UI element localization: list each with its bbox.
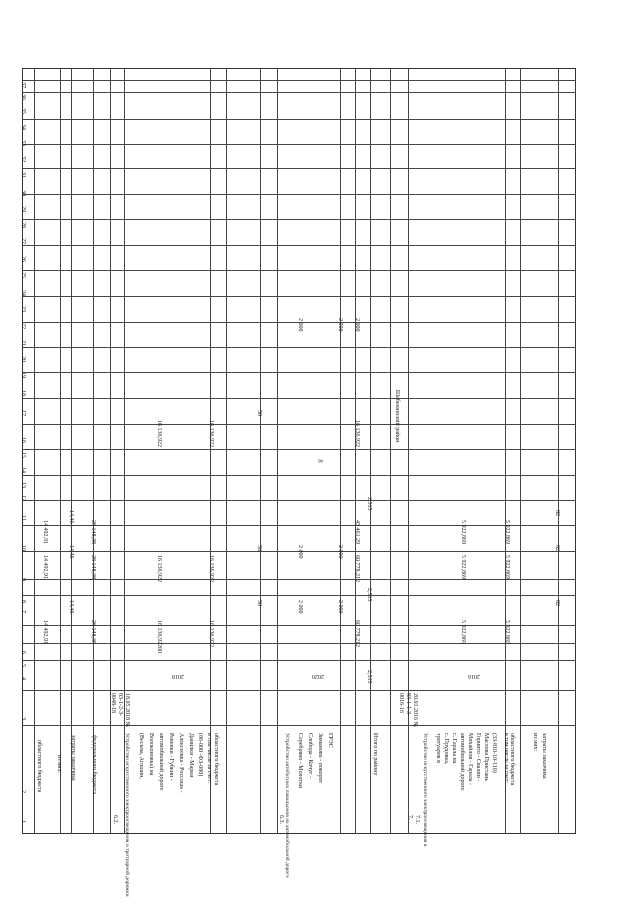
column-number: 2 (20, 790, 26, 793)
column-number: 22 (20, 323, 26, 329)
row-label: в том числе за счет: (206, 733, 212, 784)
row-title-line: Зиманово - поворот (317, 733, 323, 784)
grid-line (22, 119, 576, 120)
column-number: 1 (20, 820, 26, 823)
column-number: 17 (20, 410, 26, 416)
column-number: 6 (20, 651, 26, 654)
page-marker: 8 (315, 459, 324, 463)
row-label: из них: (532, 733, 538, 752)
cell-value: 14 492,91 (42, 555, 48, 579)
grid-line (22, 296, 576, 297)
column-number: 4 (20, 677, 26, 680)
grid-line (22, 424, 576, 425)
row-title-line: Горнито - Свалин - (475, 733, 481, 782)
column-number: 8 (20, 600, 26, 603)
cell-value: 2,515 (366, 497, 372, 511)
cell-value: 2 000 (337, 318, 343, 332)
grid-line (22, 475, 576, 476)
cell-value: 14,46 (68, 600, 74, 614)
cell-value: 2 000 (354, 318, 360, 332)
cell-value: 14,46 (68, 545, 74, 559)
row-title-line: автомобильной дороге (158, 733, 164, 791)
cell-value: 14 492,91 (42, 620, 48, 644)
cell-value: 2 000 (297, 545, 303, 559)
grid-line (22, 449, 576, 450)
column-number: 13 (20, 482, 26, 488)
row-title-line: Алексеевка - Россошь - (178, 733, 184, 793)
cell-value: 2 000 (297, 318, 303, 332)
grid-line (520, 68, 521, 834)
row-doc: 20.01.2016 № 83-1-1-3-0016-16 (398, 693, 418, 728)
row-label: областного бюджета (213, 733, 219, 786)
row-number: 7.1. (414, 815, 420, 824)
cell-value: 28 148,38 (90, 520, 96, 544)
grid-line (22, 660, 576, 661)
column-number: 27 (20, 238, 26, 244)
cell-value: 5 922,869 (460, 555, 466, 579)
column-number: 35 (20, 108, 26, 114)
row-label: в том числе за счет: (503, 733, 509, 784)
grid-line (22, 525, 576, 526)
cell-value: 16 136,922 (156, 420, 162, 447)
row-title-line: Волоконовка) на (148, 733, 154, 776)
column-number: 18 (20, 390, 26, 396)
column-number: 9 (20, 578, 26, 581)
column-number: 37 (20, 82, 26, 88)
column-number: 20 (20, 356, 26, 362)
grid-line (22, 270, 576, 271)
row-label: затраты заказчика (541, 733, 547, 779)
grid-line (260, 68, 261, 834)
column-number: 28 (20, 222, 26, 228)
row-title-line: Маслова Пристань (483, 733, 489, 782)
grid-line (22, 579, 576, 580)
grid-line (505, 68, 506, 834)
cell-value: 50 (256, 600, 262, 606)
row-title-line: Серебряно - Молотки (297, 733, 303, 789)
cell-value: 60 778,212 (354, 620, 360, 647)
grid-line (340, 68, 341, 834)
cell-value: 50 (256, 410, 262, 416)
row-title-line: ГРЭС (327, 733, 333, 748)
cell-value: 2,515 (366, 588, 372, 602)
column-number: 32 (20, 156, 26, 162)
column-number: 3 (20, 717, 26, 720)
grid-line (22, 372, 576, 373)
row-title-line: с. Гарала на (451, 733, 457, 764)
cell-value: 16 136,922 (156, 555, 162, 582)
grid-line (71, 68, 72, 834)
row-label: из них: (56, 755, 62, 774)
cell-value: 60 778,212 (354, 555, 360, 582)
grid-line (22, 347, 576, 348)
row-label: затраты заказчика (70, 735, 76, 781)
grid-line (60, 68, 61, 834)
grid-line (277, 68, 278, 834)
cell-value: 5 922,869 (504, 555, 510, 579)
grid-line (390, 68, 391, 834)
row-title-line: Данилки - Марки (188, 733, 194, 778)
cell-value: 16 136,922 (208, 555, 214, 582)
row-number: 6.2. (112, 815, 118, 824)
column-number: 12 (20, 495, 26, 501)
row-number: 7. (407, 815, 413, 820)
column-number: 11 (20, 515, 26, 521)
row-title-line: Михайлов - Гарала - (467, 733, 473, 786)
column-number: 26 (20, 256, 26, 262)
row-year: 2016 (468, 673, 480, 679)
column-number: 30 (20, 190, 26, 196)
row-title-line: (Весьма, Агошин, (138, 733, 144, 779)
grid-line (93, 68, 94, 834)
cell-value: 82 (554, 510, 560, 516)
row-title-line: автомобильной дороге (459, 733, 465, 791)
cell-value: 2,515 (366, 670, 372, 684)
grid-line (355, 68, 356, 834)
cell-value: 82 (554, 600, 560, 606)
grid-line (22, 690, 576, 691)
row-title-line: (86-000 -ФЗ-080) (197, 733, 203, 777)
row-title-line: с. Прудовка, (443, 733, 449, 765)
cell-value: 82 (554, 545, 560, 551)
cell-value: 2 000 (297, 600, 303, 614)
column-number: 21 (20, 340, 26, 346)
row-title: Устройство искусственного электроосвещения и тротуарной дорожки (124, 733, 130, 897)
cell-value: 16 136,922 (354, 420, 360, 447)
column-number: 10 (20, 545, 26, 551)
grid-line (22, 725, 576, 726)
grid-line (370, 68, 371, 834)
column-number: 19 (20, 372, 26, 378)
grid-line (22, 643, 576, 644)
grid-line (558, 68, 559, 834)
column-number: 33 (20, 140, 26, 146)
column-number: 34 (20, 124, 26, 130)
row-label: Итого по району (372, 733, 378, 776)
row-label: федерального бюджета (91, 735, 97, 795)
row-doc: 18.05.2018 № 83-1-2-3-0048-18 (110, 693, 130, 728)
grid-line (22, 219, 576, 220)
column-number: 29 (20, 206, 26, 212)
cell-value: 5 922,869 (504, 620, 510, 644)
table-frame (22, 68, 576, 834)
cell-value: 16 136,922 (208, 420, 214, 447)
grid-line (34, 68, 35, 834)
row-label: областного бюджета (509, 733, 515, 786)
cell-value: 50 (256, 545, 262, 551)
cell-value: 28 148,38 (90, 555, 96, 579)
row-title-line: тротуаров в (435, 733, 441, 763)
grid-line (22, 245, 576, 246)
cell-value: 5 922,869 (504, 520, 510, 544)
grid-line (22, 398, 576, 399)
row-label: областного бюджета (36, 740, 42, 793)
row-title-line: (33-810-10-110) (491, 733, 497, 773)
grid-line (22, 595, 576, 596)
cell-value: 14 492,91 (42, 520, 48, 544)
column-number: 36 (20, 94, 26, 100)
grid-line (22, 168, 576, 169)
grid-line (22, 194, 576, 195)
column-number: 25 (20, 272, 26, 278)
grid-line (22, 500, 576, 501)
column-number: 16 (20, 437, 26, 443)
cell-value: 14,46 (68, 510, 74, 524)
cell-value: 5 922,869 (460, 620, 466, 644)
row-title: Устройство автобусных павильонов на автомобильной дороге (284, 733, 290, 878)
grid-line (210, 68, 211, 834)
row-title-line: Ревенки - Губкин - (168, 733, 174, 781)
column-number: 15 (20, 452, 26, 458)
column-number: 31 (20, 172, 26, 178)
cell-value: 16 136,92200 (156, 620, 162, 653)
cell-value: 16 136,922 (208, 620, 214, 647)
column-number: 23 (20, 306, 26, 312)
cell-value: 28 148,38 (90, 620, 96, 644)
row-number: 6.3. (278, 815, 284, 824)
grid-line (22, 144, 576, 145)
row-year: 2018 (172, 673, 184, 679)
cell-value: 5 922,869 (460, 520, 466, 544)
grid-line (226, 68, 227, 834)
cell-value: 2 000 (337, 545, 343, 559)
district-heading: Шебекинский район (394, 390, 400, 443)
grid-line (22, 625, 576, 626)
row-title-line: Слобода - Кочуг - (307, 733, 313, 779)
column-number: 7 (20, 610, 26, 613)
column-number: 14 (20, 467, 26, 473)
grid-line (22, 80, 576, 81)
grid-line (22, 92, 576, 93)
cell-value: 45 461,29 (354, 520, 360, 544)
cell-value: 2 000 (337, 600, 343, 614)
row-title: Устройство искусственного электроосвещения в (422, 733, 428, 847)
column-number: 24 (20, 290, 26, 296)
row-year: 2020 (312, 673, 324, 679)
column-number: 5 (20, 664, 26, 667)
